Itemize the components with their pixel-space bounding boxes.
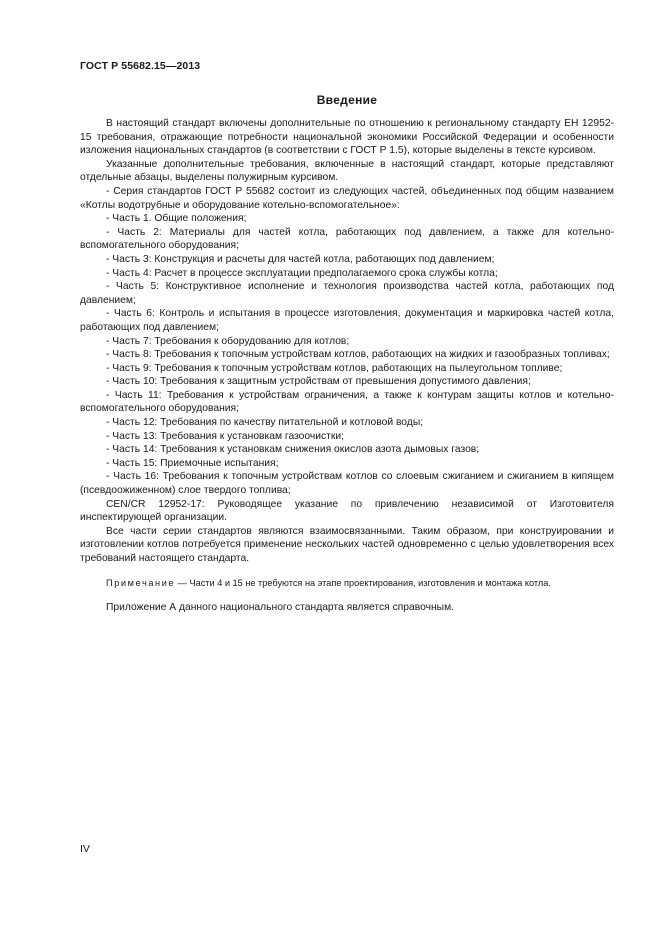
list-item: - Часть 9: Требования к топочным устройствам котлов, работающих на пылеугольном топливе; [106,362,563,374]
page-number: IV [80,843,90,855]
list-item: - Часть 10: Требования к защитным устройствам от превышения допустимого давления; [106,376,531,388]
list-item: - Часть 15: Приемочные испытания; [106,457,279,469]
annex-statement: Приложение А данного национального стандарта является справочным. [106,602,455,614]
list-item: - Часть 6: Контроль и испытания в процессе изготовления, документация и маркировка частей котла, работающих под давлением; [80,308,614,333]
paragraph: В настоящий стандарт включены дополнительные по отношению к региональному стандарту ЕН 12952-15 требования, отражающие потребности национальной экономики Российской Федерации и особенности изложения национальных стандартов (в соответствии с ГОСТ Р 1.5), которые выделены в тексте курсивом. [80,118,614,157]
list-item: - Часть 7: Требования к оборудованию для котлов; [106,335,350,347]
note [80,577,614,591]
list-item: - Часть 16: Требования к топочным устройствам котлов со слоевым сжиганием и сжиганием в кипящем (псевдоожиженном) слое твердого топлива; [80,471,614,497]
paragraph: Все части серии стандартов являются взаимосвязанными. Таким образом, при конструировании и изготовлении котлов потребуется применение нескольких частей одновременно с целью удовлетворения всех требований настоящего стандарта. [80,525,614,564]
list-item: - Часть 2: Материалы для частей котла, работающих под давлением, а также для котельно-вспомогательного оборудования; [80,226,614,252]
note-label: Примечание [106,577,176,588]
document-id: ГОСТ Р 55682.15—2013 [80,60,201,72]
list-item: - Часть 8: Требования к топочным устройствам котлов, работающих на жидких и газообразных топливах; [106,349,610,361]
list-item: - Часть 12: Требования по качеству питательной и котловой воды; [106,417,424,429]
list-item: - Часть 4: Расчет в процессе эксплуатации предполагаемого срока службы котла; [106,267,498,279]
document-body [80,117,614,615]
list-item: - Часть 5: Конструктивное исполнение и технология производства частей котла, работающих под давлением; [80,281,614,306]
list-item: - Часть 3: Конструкция и расчеты для частей котла, работающих под давлением; [106,253,495,265]
note-text: — Части 4 и 15 не требуются на этапе проектирования, изготовления и монтажа котла. [175,577,551,588]
list-item: - Часть 14: Требования к установкам снижения окислов азота дымовых газов; [106,444,480,456]
section-title: Введение [316,93,378,107]
list-item: - Часть 1. Общие положения; [106,213,247,225]
list-item: - Часть 11: Требования к устройствам ограничения, а также к контурам защиты котлов и котельно-вспомогательного оборудования; [80,389,614,415]
list-item: - Часть 13: Требования к установкам газоочистки; [106,430,344,442]
paragraph: Указанные дополнительные требования, включенные в настоящий стандарт, которые представляют отдельные абзацы, выделены полужирным курсивом. [80,158,614,184]
paragraph: CEN/CR 12952-17: Руководящее указание по привлечению независимой от Изготовителя инспектирующей организации. [80,498,614,524]
paragraph: - Серия стандартов ГОСТ Р 55682 состоит из следующих частей, объединенных под общим названием «Котлы водотрубные и оборудование котельно-вспомогательное»: [80,185,614,211]
